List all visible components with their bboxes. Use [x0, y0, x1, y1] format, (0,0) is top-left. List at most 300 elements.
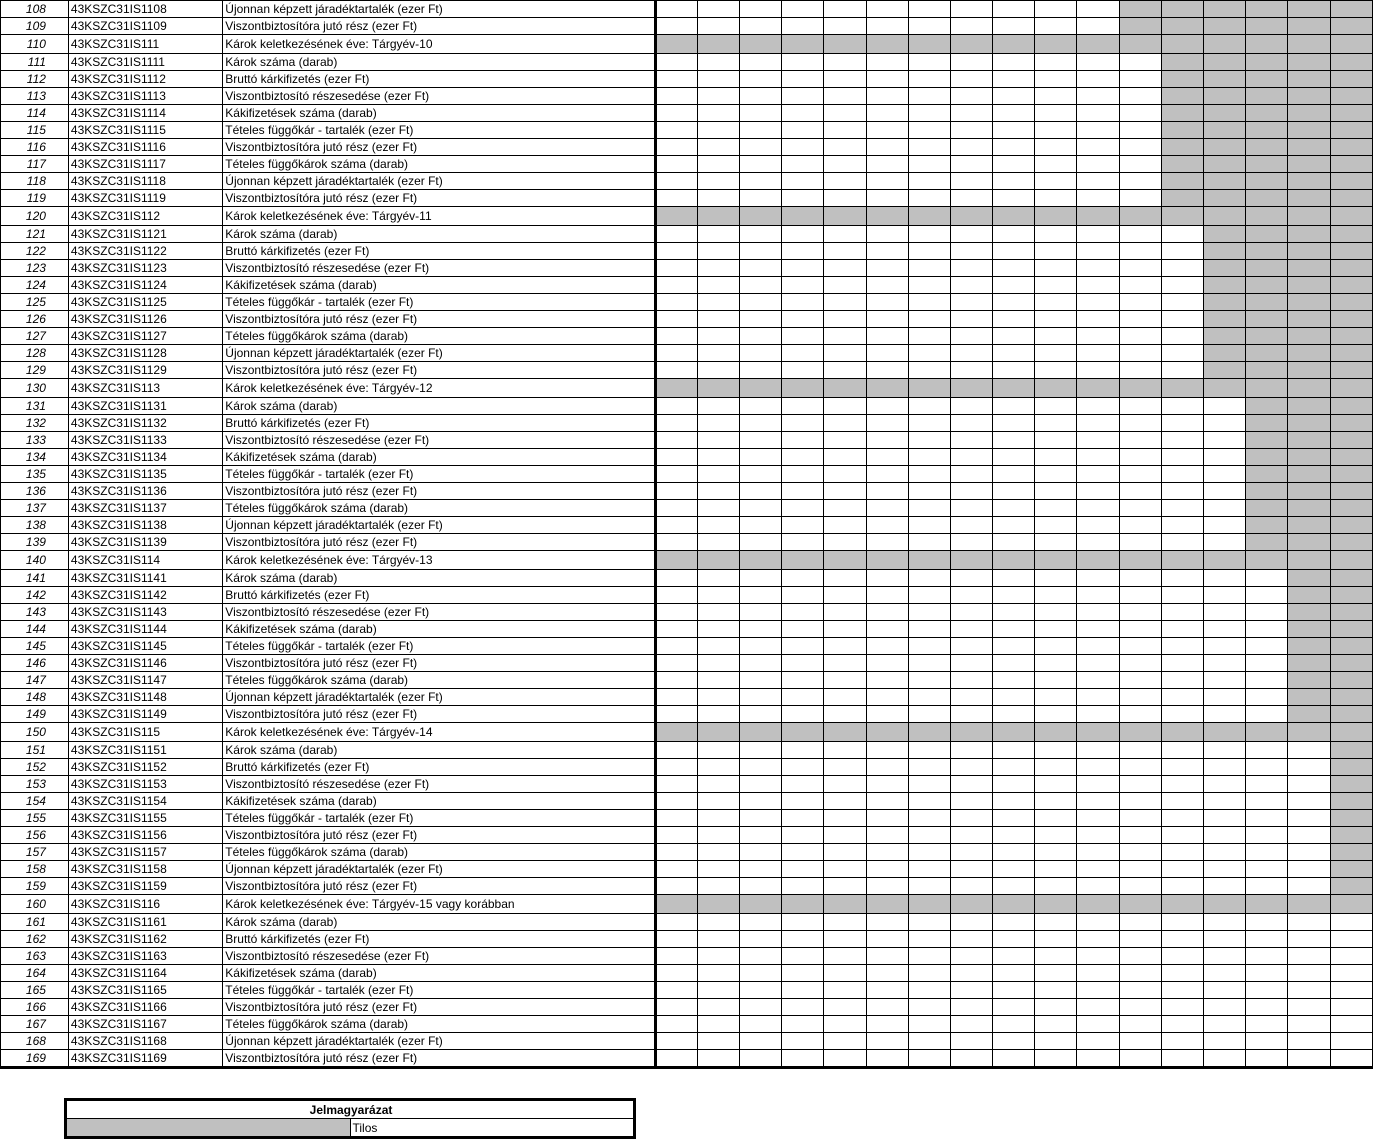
grid-cell-input[interactable]	[1246, 999, 1288, 1016]
grid-cell-input[interactable]	[908, 587, 950, 604]
grid-cell-input[interactable]	[866, 122, 908, 139]
grid-cell-input[interactable]	[1035, 621, 1077, 638]
grid-cell-input[interactable]	[739, 1016, 781, 1033]
grid-cell-input[interactable]	[1288, 742, 1330, 759]
grid-cell-input[interactable]	[739, 914, 781, 931]
grid-cell-input[interactable]	[824, 18, 866, 35]
grid-cell-input[interactable]	[782, 139, 824, 156]
grid-cell-input[interactable]	[908, 706, 950, 723]
grid-cell-input[interactable]	[697, 965, 739, 982]
grid-cell-input[interactable]	[1035, 948, 1077, 965]
grid-cell-input[interactable]	[782, 122, 824, 139]
grid-cell-input[interactable]	[1077, 415, 1119, 432]
grid-cell-input[interactable]	[824, 965, 866, 982]
grid-cell-input[interactable]	[908, 931, 950, 948]
grid-cell-input[interactable]	[908, 621, 950, 638]
grid-cell-input[interactable]	[908, 362, 950, 379]
grid-cell-input[interactable]	[1288, 810, 1330, 827]
grid-cell-input[interactable]	[908, 449, 950, 466]
grid-cell-input[interactable]	[655, 517, 697, 534]
grid-cell-input[interactable]	[782, 999, 824, 1016]
grid-cell-input[interactable]	[739, 706, 781, 723]
grid-cell-input[interactable]	[866, 173, 908, 190]
grid-cell-input[interactable]	[1035, 345, 1077, 362]
grid-cell-input[interactable]	[782, 277, 824, 294]
grid-cell-input[interactable]	[697, 982, 739, 999]
grid-cell-input[interactable]	[993, 54, 1035, 71]
grid-cell-input[interactable]	[1204, 534, 1246, 551]
grid-cell-input[interactable]	[1119, 398, 1161, 415]
grid-cell-input[interactable]	[655, 759, 697, 776]
grid-cell-input[interactable]	[824, 156, 866, 173]
grid-cell-input[interactable]	[824, 432, 866, 449]
grid-cell-input[interactable]	[866, 878, 908, 895]
grid-cell-input[interactable]	[739, 226, 781, 243]
grid-cell-input[interactable]	[950, 18, 992, 35]
grid-cell-input[interactable]	[866, 328, 908, 345]
grid-cell-input[interactable]	[739, 260, 781, 277]
grid-cell-input[interactable]	[1119, 1050, 1161, 1068]
grid-cell-input[interactable]	[1119, 105, 1161, 122]
grid-cell-input[interactable]	[1077, 71, 1119, 88]
grid-cell-input[interactable]	[782, 190, 824, 207]
grid-cell-input[interactable]	[655, 534, 697, 551]
grid-cell-input[interactable]	[1119, 311, 1161, 328]
grid-cell-input[interactable]	[950, 878, 992, 895]
grid-cell-input[interactable]	[1077, 173, 1119, 190]
grid-cell-input[interactable]	[655, 621, 697, 638]
grid-cell-input[interactable]	[739, 672, 781, 689]
grid-cell-input[interactable]	[1035, 500, 1077, 517]
grid-cell-input[interactable]	[1204, 483, 1246, 500]
grid-cell-input[interactable]	[1288, 914, 1330, 931]
grid-cell-input[interactable]	[697, 931, 739, 948]
grid-cell-input[interactable]	[824, 311, 866, 328]
grid-cell-input[interactable]	[697, 156, 739, 173]
grid-cell-input[interactable]	[1119, 759, 1161, 776]
grid-cell-input[interactable]	[866, 570, 908, 587]
grid-cell-input[interactable]	[950, 88, 992, 105]
grid-cell-input[interactable]	[655, 71, 697, 88]
grid-cell-input[interactable]	[697, 776, 739, 793]
grid-cell-input[interactable]	[824, 759, 866, 776]
grid-cell-input[interactable]	[1077, 1016, 1119, 1033]
grid-cell-input[interactable]	[1119, 345, 1161, 362]
grid-cell-input[interactable]	[908, 122, 950, 139]
grid-cell-input[interactable]	[950, 965, 992, 982]
grid-cell-input[interactable]	[866, 604, 908, 621]
grid-cell-input[interactable]	[1204, 517, 1246, 534]
grid-cell-input[interactable]	[1330, 982, 1372, 999]
grid-cell-input[interactable]	[1161, 793, 1203, 810]
grid-cell-input[interactable]	[1035, 415, 1077, 432]
grid-cell-input[interactable]	[1246, 706, 1288, 723]
grid-cell-input[interactable]	[697, 672, 739, 689]
grid-cell-input[interactable]	[739, 776, 781, 793]
grid-cell-input[interactable]	[866, 810, 908, 827]
grid-cell-input[interactable]	[1288, 793, 1330, 810]
grid-cell-input[interactable]	[1077, 1050, 1119, 1068]
grid-cell-input[interactable]	[739, 759, 781, 776]
grid-cell-input[interactable]	[993, 294, 1035, 311]
grid-cell-input[interactable]	[739, 398, 781, 415]
grid-cell-input[interactable]	[866, 398, 908, 415]
grid-cell-input[interactable]	[993, 466, 1035, 483]
grid-cell-input[interactable]	[1035, 1033, 1077, 1050]
grid-cell-input[interactable]	[950, 776, 992, 793]
grid-cell-input[interactable]	[655, 18, 697, 35]
grid-cell-input[interactable]	[1077, 105, 1119, 122]
grid-cell-input[interactable]	[739, 173, 781, 190]
grid-cell-input[interactable]	[950, 243, 992, 260]
grid-cell-input[interactable]	[824, 362, 866, 379]
grid-cell-input[interactable]	[1035, 362, 1077, 379]
grid-cell-input[interactable]	[1161, 449, 1203, 466]
grid-cell-input[interactable]	[1077, 706, 1119, 723]
grid-cell-input[interactable]	[782, 1016, 824, 1033]
grid-cell-input[interactable]	[1035, 689, 1077, 706]
grid-cell-input[interactable]	[739, 844, 781, 861]
grid-cell-input[interactable]	[739, 931, 781, 948]
grid-cell-input[interactable]	[1204, 638, 1246, 655]
grid-cell-input[interactable]	[1077, 604, 1119, 621]
grid-cell-input[interactable]	[782, 982, 824, 999]
grid-cell-input[interactable]	[908, 689, 950, 706]
grid-cell-input[interactable]	[993, 587, 1035, 604]
grid-cell-input[interactable]	[782, 878, 824, 895]
grid-cell-input[interactable]	[1119, 810, 1161, 827]
grid-cell-input[interactable]	[782, 226, 824, 243]
grid-cell-input[interactable]	[1119, 517, 1161, 534]
grid-cell-input[interactable]	[993, 517, 1035, 534]
grid-cell-input[interactable]	[824, 570, 866, 587]
grid-cell-input[interactable]	[1077, 432, 1119, 449]
grid-cell-input[interactable]	[993, 243, 1035, 260]
grid-cell-input[interactable]	[655, 878, 697, 895]
grid-cell-input[interactable]	[782, 1, 824, 18]
grid-cell-input[interactable]	[993, 776, 1035, 793]
grid-cell-input[interactable]	[866, 638, 908, 655]
grid-cell-input[interactable]	[697, 139, 739, 156]
grid-cell-input[interactable]	[697, 260, 739, 277]
grid-cell-input[interactable]	[950, 706, 992, 723]
grid-cell-input[interactable]	[866, 156, 908, 173]
grid-cell-input[interactable]	[866, 449, 908, 466]
grid-cell-input[interactable]	[782, 1050, 824, 1068]
grid-cell-input[interactable]	[1035, 655, 1077, 672]
grid-cell-input[interactable]	[739, 415, 781, 432]
grid-cell-input[interactable]	[1330, 965, 1372, 982]
grid-cell-input[interactable]	[908, 517, 950, 534]
grid-cell-input[interactable]	[1077, 156, 1119, 173]
grid-cell-input[interactable]	[824, 604, 866, 621]
grid-cell-input[interactable]	[1246, 793, 1288, 810]
grid-cell-input[interactable]	[697, 18, 739, 35]
grid-cell-input[interactable]	[739, 328, 781, 345]
grid-cell-input[interactable]	[782, 759, 824, 776]
grid-cell-input[interactable]	[950, 122, 992, 139]
grid-cell-input[interactable]	[824, 1050, 866, 1068]
grid-cell-input[interactable]	[1077, 517, 1119, 534]
grid-cell-input[interactable]	[1119, 190, 1161, 207]
grid-cell-input[interactable]	[1077, 689, 1119, 706]
grid-cell-input[interactable]	[824, 587, 866, 604]
grid-cell-input[interactable]	[824, 982, 866, 999]
grid-cell-input[interactable]	[1246, 587, 1288, 604]
grid-cell-input[interactable]	[697, 311, 739, 328]
grid-cell-input[interactable]	[1246, 931, 1288, 948]
grid-cell-input[interactable]	[866, 71, 908, 88]
grid-cell-input[interactable]	[1077, 277, 1119, 294]
grid-cell-input[interactable]	[866, 243, 908, 260]
grid-cell-input[interactable]	[993, 362, 1035, 379]
grid-cell-input[interactable]	[1246, 621, 1288, 638]
grid-cell-input[interactable]	[824, 672, 866, 689]
grid-cell-input[interactable]	[739, 156, 781, 173]
grid-cell-input[interactable]	[655, 844, 697, 861]
grid-cell-input[interactable]	[1204, 948, 1246, 965]
grid-cell-input[interactable]	[1161, 415, 1203, 432]
grid-cell-input[interactable]	[1077, 914, 1119, 931]
grid-cell-input[interactable]	[866, 827, 908, 844]
grid-cell-input[interactable]	[1077, 587, 1119, 604]
grid-cell-input[interactable]	[824, 415, 866, 432]
grid-cell-input[interactable]	[1035, 88, 1077, 105]
grid-cell-input[interactable]	[993, 914, 1035, 931]
grid-cell-input[interactable]	[782, 311, 824, 328]
grid-cell-input[interactable]	[908, 156, 950, 173]
grid-cell-input[interactable]	[782, 415, 824, 432]
grid-cell-input[interactable]	[993, 1050, 1035, 1068]
grid-cell-input[interactable]	[1204, 742, 1246, 759]
grid-cell-input[interactable]	[1077, 260, 1119, 277]
grid-cell-input[interactable]	[655, 311, 697, 328]
grid-cell-input[interactable]	[1246, 742, 1288, 759]
grid-cell-input[interactable]	[697, 190, 739, 207]
grid-cell-input[interactable]	[908, 655, 950, 672]
grid-cell-input[interactable]	[1246, 965, 1288, 982]
grid-cell-input[interactable]	[1161, 878, 1203, 895]
grid-cell-input[interactable]	[908, 878, 950, 895]
grid-cell-input[interactable]	[1119, 793, 1161, 810]
grid-cell-input[interactable]	[1330, 1016, 1372, 1033]
grid-cell-input[interactable]	[950, 1016, 992, 1033]
grid-cell-input[interactable]	[950, 156, 992, 173]
grid-cell-input[interactable]	[1035, 277, 1077, 294]
grid-cell-input[interactable]	[1330, 1050, 1372, 1068]
grid-cell-input[interactable]	[1035, 71, 1077, 88]
grid-cell-input[interactable]	[824, 294, 866, 311]
grid-cell-input[interactable]	[1161, 931, 1203, 948]
grid-cell-input[interactable]	[824, 534, 866, 551]
grid-cell-input[interactable]	[697, 999, 739, 1016]
grid-cell-input[interactable]	[993, 277, 1035, 294]
grid-cell-input[interactable]	[739, 432, 781, 449]
grid-cell-input[interactable]	[1161, 328, 1203, 345]
grid-cell-input[interactable]	[1119, 362, 1161, 379]
grid-cell-input[interactable]	[1035, 914, 1077, 931]
grid-cell-input[interactable]	[782, 861, 824, 878]
grid-cell-input[interactable]	[1119, 982, 1161, 999]
grid-cell-input[interactable]	[866, 759, 908, 776]
grid-cell-input[interactable]	[1077, 655, 1119, 672]
grid-cell-input[interactable]	[739, 587, 781, 604]
grid-cell-input[interactable]	[824, 173, 866, 190]
grid-cell-input[interactable]	[866, 672, 908, 689]
grid-cell-input[interactable]	[1246, 604, 1288, 621]
grid-cell-input[interactable]	[1119, 534, 1161, 551]
grid-cell-input[interactable]	[1204, 999, 1246, 1016]
grid-cell-input[interactable]	[1288, 827, 1330, 844]
grid-cell-input[interactable]	[1035, 534, 1077, 551]
grid-cell-input[interactable]	[950, 432, 992, 449]
grid-cell-input[interactable]	[824, 655, 866, 672]
grid-cell-input[interactable]	[1161, 294, 1203, 311]
grid-cell-input[interactable]	[1119, 277, 1161, 294]
grid-cell-input[interactable]	[697, 827, 739, 844]
grid-cell-input[interactable]	[1161, 587, 1203, 604]
grid-cell-input[interactable]	[824, 88, 866, 105]
grid-cell-input[interactable]	[782, 655, 824, 672]
grid-cell-input[interactable]	[866, 534, 908, 551]
grid-cell-input[interactable]	[1035, 587, 1077, 604]
grid-cell-input[interactable]	[1077, 861, 1119, 878]
grid-cell-input[interactable]	[1035, 861, 1077, 878]
grid-cell-input[interactable]	[993, 71, 1035, 88]
grid-cell-input[interactable]	[1204, 621, 1246, 638]
grid-cell-input[interactable]	[1077, 362, 1119, 379]
grid-cell-input[interactable]	[1077, 672, 1119, 689]
grid-cell-input[interactable]	[908, 226, 950, 243]
grid-cell-input[interactable]	[1035, 1, 1077, 18]
grid-cell-input[interactable]	[1119, 328, 1161, 345]
grid-cell-input[interactable]	[1035, 122, 1077, 139]
grid-cell-input[interactable]	[655, 432, 697, 449]
grid-cell-input[interactable]	[824, 139, 866, 156]
grid-cell-input[interactable]	[1161, 759, 1203, 776]
grid-cell-input[interactable]	[1204, 1050, 1246, 1068]
grid-cell-input[interactable]	[1119, 638, 1161, 655]
grid-cell-input[interactable]	[993, 190, 1035, 207]
grid-cell-input[interactable]	[655, 500, 697, 517]
grid-cell-input[interactable]	[950, 345, 992, 362]
grid-cell-input[interactable]	[697, 345, 739, 362]
grid-cell-input[interactable]	[697, 432, 739, 449]
grid-cell-input[interactable]	[1246, 844, 1288, 861]
grid-cell-input[interactable]	[1161, 466, 1203, 483]
grid-cell-input[interactable]	[1077, 398, 1119, 415]
grid-cell-input[interactable]	[655, 827, 697, 844]
grid-cell-input[interactable]	[782, 398, 824, 415]
grid-cell-input[interactable]	[782, 362, 824, 379]
grid-cell-input[interactable]	[1119, 432, 1161, 449]
grid-cell-input[interactable]	[1077, 742, 1119, 759]
grid-cell-input[interactable]	[950, 759, 992, 776]
grid-cell-input[interactable]	[866, 914, 908, 931]
grid-cell-input[interactable]	[866, 965, 908, 982]
grid-cell-input[interactable]	[1161, 362, 1203, 379]
grid-cell-input[interactable]	[697, 844, 739, 861]
grid-cell-input[interactable]	[782, 260, 824, 277]
grid-cell-input[interactable]	[1077, 226, 1119, 243]
grid-cell-input[interactable]	[950, 827, 992, 844]
grid-cell-input[interactable]	[697, 362, 739, 379]
grid-cell-input[interactable]	[782, 1033, 824, 1050]
grid-cell-input[interactable]	[866, 587, 908, 604]
grid-cell-input[interactable]	[1077, 878, 1119, 895]
grid-cell-input[interactable]	[1119, 449, 1161, 466]
grid-cell-input[interactable]	[1119, 999, 1161, 1016]
grid-cell-input[interactable]	[655, 706, 697, 723]
grid-cell-input[interactable]	[908, 260, 950, 277]
grid-cell-input[interactable]	[1161, 672, 1203, 689]
grid-cell-input[interactable]	[782, 706, 824, 723]
grid-cell-input[interactable]	[824, 466, 866, 483]
grid-cell-input[interactable]	[824, 190, 866, 207]
grid-cell-input[interactable]	[655, 226, 697, 243]
grid-cell-input[interactable]	[782, 328, 824, 345]
grid-cell-input[interactable]	[866, 706, 908, 723]
grid-cell-input[interactable]	[1288, 982, 1330, 999]
grid-cell-input[interactable]	[993, 570, 1035, 587]
grid-cell-input[interactable]	[782, 449, 824, 466]
grid-cell-input[interactable]	[1119, 878, 1161, 895]
grid-cell-input[interactable]	[824, 71, 866, 88]
grid-cell-input[interactable]	[1246, 810, 1288, 827]
grid-cell-input[interactable]	[782, 156, 824, 173]
grid-cell-input[interactable]	[950, 226, 992, 243]
grid-cell-input[interactable]	[1035, 706, 1077, 723]
grid-cell-input[interactable]	[697, 243, 739, 260]
grid-cell-input[interactable]	[739, 88, 781, 105]
grid-cell-input[interactable]	[1119, 914, 1161, 931]
grid-cell-input[interactable]	[993, 1016, 1035, 1033]
grid-cell-input[interactable]	[1077, 190, 1119, 207]
grid-cell-input[interactable]	[1077, 122, 1119, 139]
grid-cell-input[interactable]	[866, 88, 908, 105]
grid-cell-input[interactable]	[824, 260, 866, 277]
grid-cell-input[interactable]	[993, 965, 1035, 982]
grid-cell-input[interactable]	[655, 587, 697, 604]
grid-cell-input[interactable]	[824, 638, 866, 655]
grid-cell-input[interactable]	[824, 328, 866, 345]
grid-cell-input[interactable]	[739, 18, 781, 35]
grid-cell-input[interactable]	[1161, 861, 1203, 878]
grid-cell-input[interactable]	[655, 982, 697, 999]
grid-cell-input[interactable]	[908, 483, 950, 500]
grid-cell-input[interactable]	[1035, 759, 1077, 776]
grid-cell-input[interactable]	[1204, 759, 1246, 776]
grid-cell-input[interactable]	[655, 415, 697, 432]
grid-cell-input[interactable]	[908, 570, 950, 587]
grid-cell-input[interactable]	[1161, 776, 1203, 793]
grid-cell-input[interactable]	[782, 105, 824, 122]
grid-cell-input[interactable]	[697, 105, 739, 122]
grid-cell-input[interactable]	[1035, 226, 1077, 243]
grid-cell-input[interactable]	[824, 226, 866, 243]
grid-cell-input[interactable]	[1119, 260, 1161, 277]
grid-cell-input[interactable]	[1035, 105, 1077, 122]
grid-cell-input[interactable]	[739, 277, 781, 294]
grid-cell-input[interactable]	[655, 570, 697, 587]
grid-cell-input[interactable]	[993, 655, 1035, 672]
grid-cell-input[interactable]	[782, 621, 824, 638]
grid-cell-input[interactable]	[866, 1050, 908, 1068]
grid-cell-input[interactable]	[739, 466, 781, 483]
grid-cell-input[interactable]	[824, 810, 866, 827]
grid-cell-input[interactable]	[1119, 689, 1161, 706]
grid-cell-input[interactable]	[1204, 672, 1246, 689]
